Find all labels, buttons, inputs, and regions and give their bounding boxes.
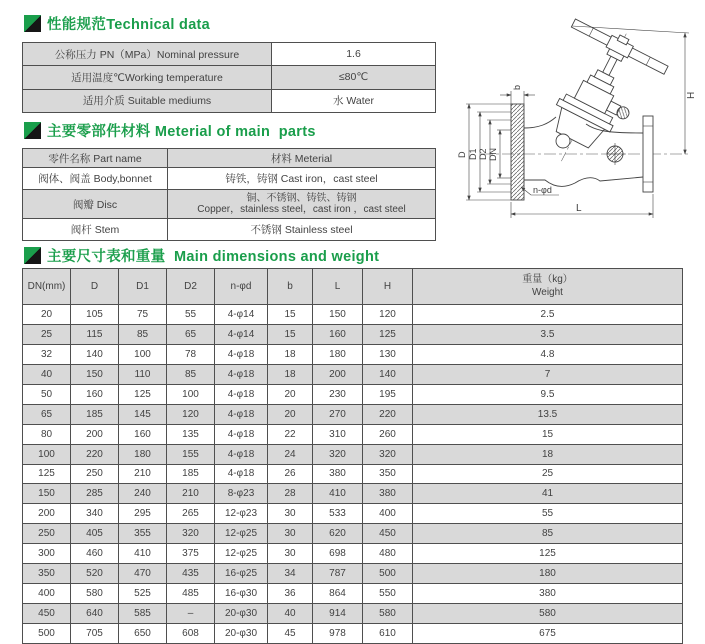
table-cell: 120	[363, 305, 413, 325]
table-row	[23, 364, 683, 384]
table-cell: 13.5	[413, 404, 683, 424]
table-cell: 125	[23, 464, 71, 484]
table-cell: 180	[413, 564, 683, 584]
table-cell: 450	[363, 524, 413, 544]
table-cell: 120	[167, 404, 215, 424]
table-cell: 100	[23, 444, 71, 464]
table-cell: 9.5	[413, 384, 683, 404]
table-cell: 410	[119, 544, 167, 564]
table-cell: 650	[119, 624, 167, 644]
material-part: 阀杆 Stem	[23, 219, 168, 241]
table-cell: 16-φ25	[215, 564, 268, 584]
table-cell: 4-φ18	[215, 424, 268, 444]
dim-label-n-phi-d: n-φd	[533, 185, 552, 195]
table-cell: 320	[313, 444, 363, 464]
col-header-d: D	[71, 269, 119, 305]
table-cell: 15	[413, 424, 683, 444]
tech-row-value: 1.6	[272, 43, 436, 66]
table-cell: 400	[23, 584, 71, 604]
table-cell: 25	[23, 324, 71, 344]
table-row	[23, 624, 683, 644]
materials-header-material: 材料 Meterial	[168, 149, 436, 168]
table-cell: 150	[71, 364, 119, 384]
table-cell: 675	[413, 624, 683, 644]
table-cell: 12-φ23	[215, 504, 268, 524]
table-cell: 295	[119, 504, 167, 524]
col-header-dn: DN(mm)	[23, 269, 71, 305]
section-title: 主要尺寸表和重量 Main dimensions and weight	[47, 249, 380, 265]
table-cell: 200	[71, 424, 119, 444]
table-cell: 55	[413, 504, 683, 524]
table-cell: 250	[23, 524, 71, 544]
table-cell: 450	[23, 604, 71, 624]
col-header-n-phi-d: n-φd	[215, 269, 268, 305]
table-cell: 4-φ18	[215, 364, 268, 384]
table-cell: 12-φ25	[215, 544, 268, 564]
table-cell: 525	[119, 584, 167, 604]
left-flange	[511, 104, 524, 200]
table-row	[23, 404, 683, 424]
dim-label-D2: D2	[478, 148, 488, 160]
table-cell: 380	[363, 484, 413, 504]
table-row	[23, 424, 683, 444]
tech-row-label: 适用介质 Suitable mediums	[23, 89, 272, 112]
dim-label-DN: DN	[488, 148, 498, 161]
table-cell: 15	[268, 305, 313, 325]
table-cell: 320	[363, 444, 413, 464]
weight-header-en: Weight	[532, 286, 563, 298]
col-header-b: b	[268, 269, 313, 305]
table-cell: 300	[23, 544, 71, 564]
table-cell: 78	[167, 344, 215, 364]
right-flange	[643, 116, 653, 192]
table-cell: 787	[313, 564, 363, 584]
dim-label-L: L	[576, 203, 582, 214]
material-value: 不锈钢 Stainless steel	[168, 219, 436, 241]
table-cell: 195	[363, 384, 413, 404]
table-cell: 3.5	[413, 324, 683, 344]
table-cell: 30	[268, 504, 313, 524]
table-cell: 105	[71, 305, 119, 325]
table-cell: 220	[71, 444, 119, 464]
table-cell: 110	[119, 364, 167, 384]
table-cell: 160	[71, 384, 119, 404]
table-cell: 160	[119, 424, 167, 444]
table-cell: 41	[413, 484, 683, 504]
table-cell: 380	[413, 584, 683, 604]
table-cell: 640	[71, 604, 119, 624]
table-cell: 20-φ30	[215, 604, 268, 624]
table-cell: 25	[413, 464, 683, 484]
table-cell: 340	[71, 504, 119, 524]
tech-row-value: 水 Water	[272, 89, 436, 112]
material-value: 铸铁，铸钢 Cast iron，cast steel	[168, 168, 436, 190]
table-cell: 18	[268, 364, 313, 384]
table-cell: 705	[71, 624, 119, 644]
table-cell: 22	[268, 424, 313, 444]
table-cell: 36	[268, 584, 313, 604]
material-value-zh: 铜、不锈钢、铸铁、铸钢	[246, 192, 357, 204]
table-cell: 180	[119, 444, 167, 464]
table-cell: 610	[363, 624, 413, 644]
material-part: 阀瓣 Disc	[23, 190, 168, 219]
table-cell: 40	[268, 604, 313, 624]
table-cell: 608	[167, 624, 215, 644]
table-cell: 380	[313, 464, 363, 484]
table-cell: 485	[167, 584, 215, 604]
table-cell: 34	[268, 564, 313, 584]
table-cell: 375	[167, 544, 215, 564]
table-cell: 285	[71, 484, 119, 504]
table-cell: 50	[23, 384, 71, 404]
table-cell: 4.8	[413, 344, 683, 364]
tech-row-label: 公称压力 PN（MPa）Nominal pressure	[23, 43, 272, 66]
table-cell: 7	[413, 364, 683, 384]
table-cell: 32	[23, 344, 71, 364]
table-cell: 140	[71, 344, 119, 364]
table-cell: 550	[363, 584, 413, 604]
table-cell: 185	[167, 464, 215, 484]
table-row	[23, 484, 683, 504]
table-cell: 30	[268, 524, 313, 544]
tech-row-value: ≤80℃	[272, 66, 436, 89]
table-cell: 480	[363, 544, 413, 564]
col-header-d2: D2	[167, 269, 215, 305]
table-cell: 24	[268, 444, 313, 464]
table-cell: 200	[313, 364, 363, 384]
material-value-en: Copper，stainless steel，cast iron ，cast steel	[197, 204, 406, 215]
table-cell: 2.5	[413, 305, 683, 325]
table-cell: 250	[71, 464, 119, 484]
section-bullet-icon	[24, 15, 41, 32]
section-header-technical-data	[24, 13, 210, 34]
table-cell: 18	[413, 444, 683, 464]
table-cell: 85	[413, 524, 683, 544]
table-cell: 15	[268, 324, 313, 344]
table-cell: 80	[23, 424, 71, 444]
table-row	[23, 384, 683, 404]
table-cell: 320	[167, 524, 215, 544]
table-cell: 355	[119, 524, 167, 544]
table-cell: 435	[167, 564, 215, 584]
table-cell: 270	[313, 404, 363, 424]
table-cell: 210	[119, 464, 167, 484]
table-cell: 18	[268, 344, 313, 364]
table-cell: 150	[313, 305, 363, 325]
table-cell: 20	[268, 404, 313, 424]
dimensions-table-body	[23, 305, 683, 644]
table-row	[23, 444, 683, 464]
table-cell: 155	[167, 444, 215, 464]
table-cell: 978	[313, 624, 363, 644]
material-value	[168, 190, 436, 219]
table-row	[23, 464, 683, 484]
table-cell: 698	[313, 544, 363, 564]
table-cell: 20	[268, 384, 313, 404]
materials-table	[22, 148, 436, 241]
table-cell: 65	[23, 404, 71, 424]
table-cell: 405	[71, 524, 119, 544]
table-cell: 140	[363, 364, 413, 384]
section-title: 主要零部件材料 Meterial of main parts	[47, 124, 316, 140]
col-header-d1: D1	[119, 269, 167, 305]
table-cell: 580	[363, 604, 413, 624]
table-cell: 100	[119, 344, 167, 364]
table-cell: 200	[23, 504, 71, 524]
table-cell: 310	[313, 424, 363, 444]
table-cell: 230	[313, 384, 363, 404]
table-cell: 265	[167, 504, 215, 524]
table-cell: 75	[119, 305, 167, 325]
table-cell: 40	[23, 364, 71, 384]
table-row	[23, 604, 683, 624]
table-cell: 240	[119, 484, 167, 504]
table-cell: 185	[71, 404, 119, 424]
table-cell: 220	[363, 404, 413, 424]
technical-data-table	[22, 42, 436, 113]
col-header-weight	[413, 269, 683, 305]
table-cell: 125	[413, 544, 683, 564]
table-cell: 55	[167, 305, 215, 325]
valve-body	[511, 9, 673, 200]
table-cell: 115	[71, 324, 119, 344]
table-cell: 180	[313, 344, 363, 364]
table-cell: 500	[23, 624, 71, 644]
section-header-materials	[24, 120, 316, 141]
table-row	[23, 524, 683, 544]
table-cell: 135	[167, 424, 215, 444]
valve-technical-drawing	[453, 4, 703, 244]
table-cell: 4-φ14	[215, 305, 268, 325]
table-cell: 28	[268, 484, 313, 504]
section-bullet-icon	[24, 247, 41, 264]
table-row	[23, 584, 683, 604]
table-cell: 500	[363, 564, 413, 584]
table-cell: 4-φ18	[215, 384, 268, 404]
table-cell: 100	[167, 384, 215, 404]
table-cell: 4-φ18	[215, 344, 268, 364]
dimensions-header-row	[23, 269, 683, 305]
table-cell: 65	[167, 324, 215, 344]
table-cell: 12-φ25	[215, 524, 268, 544]
table-cell: 20-φ30	[215, 624, 268, 644]
section-header-dimensions	[24, 245, 379, 266]
table-cell: –	[167, 604, 215, 624]
table-cell: 410	[313, 484, 363, 504]
table-cell: 580	[71, 584, 119, 604]
table-cell: 150	[23, 484, 71, 504]
table-cell: 85	[167, 364, 215, 384]
dim-label-D1: D1	[468, 148, 478, 160]
tech-row-label: 适用温度℃Working temperature	[23, 66, 272, 89]
dimensions-table	[22, 268, 683, 644]
table-cell: 4-φ14	[215, 324, 268, 344]
table-row	[23, 504, 683, 524]
table-row	[23, 305, 683, 325]
table-cell: 470	[119, 564, 167, 584]
section-bullet-icon	[24, 122, 41, 139]
dim-label-H: H	[686, 91, 697, 99]
table-cell: 8-φ23	[215, 484, 268, 504]
material-part: 阀体、阀盖 Body,bonnet	[23, 168, 168, 190]
table-cell: 45	[268, 624, 313, 644]
table-cell: 400	[363, 504, 413, 524]
table-row	[23, 324, 683, 344]
table-cell: 914	[313, 604, 363, 624]
dim-label-D: D	[457, 151, 467, 158]
weight-header-zh: 重量（kg）	[522, 274, 573, 285]
section-title: 性能规范Technical data	[47, 17, 211, 33]
table-cell: 585	[119, 604, 167, 624]
table-cell: 20	[23, 305, 71, 325]
table-cell: 620	[313, 524, 363, 544]
col-header-l: L	[313, 269, 363, 305]
materials-header-part: 零件名称 Part name	[23, 149, 168, 168]
table-row	[23, 544, 683, 564]
table-row	[23, 344, 683, 364]
table-cell: 130	[363, 344, 413, 364]
table-cell: 350	[23, 564, 71, 584]
table-cell: 145	[119, 404, 167, 424]
table-cell: 16-φ30	[215, 584, 268, 604]
table-cell: 26	[268, 464, 313, 484]
table-cell: 30	[268, 544, 313, 564]
table-cell: 4-φ18	[215, 404, 268, 424]
table-cell: 864	[313, 584, 363, 604]
table-cell: 460	[71, 544, 119, 564]
table-cell: 125	[119, 384, 167, 404]
table-cell: 4-φ18	[215, 464, 268, 484]
table-cell: 520	[71, 564, 119, 584]
table-cell: 85	[119, 324, 167, 344]
table-cell: 350	[363, 464, 413, 484]
table-cell: 533	[313, 504, 363, 524]
table-cell: 580	[413, 604, 683, 624]
table-cell: 210	[167, 484, 215, 504]
table-cell: 125	[363, 324, 413, 344]
dim-label-b: b	[512, 84, 522, 90]
table-cell: 4-φ18	[215, 444, 268, 464]
table-cell: 260	[363, 424, 413, 444]
col-header-h: H	[363, 269, 413, 305]
table-row	[23, 564, 683, 584]
table-cell: 160	[313, 324, 363, 344]
